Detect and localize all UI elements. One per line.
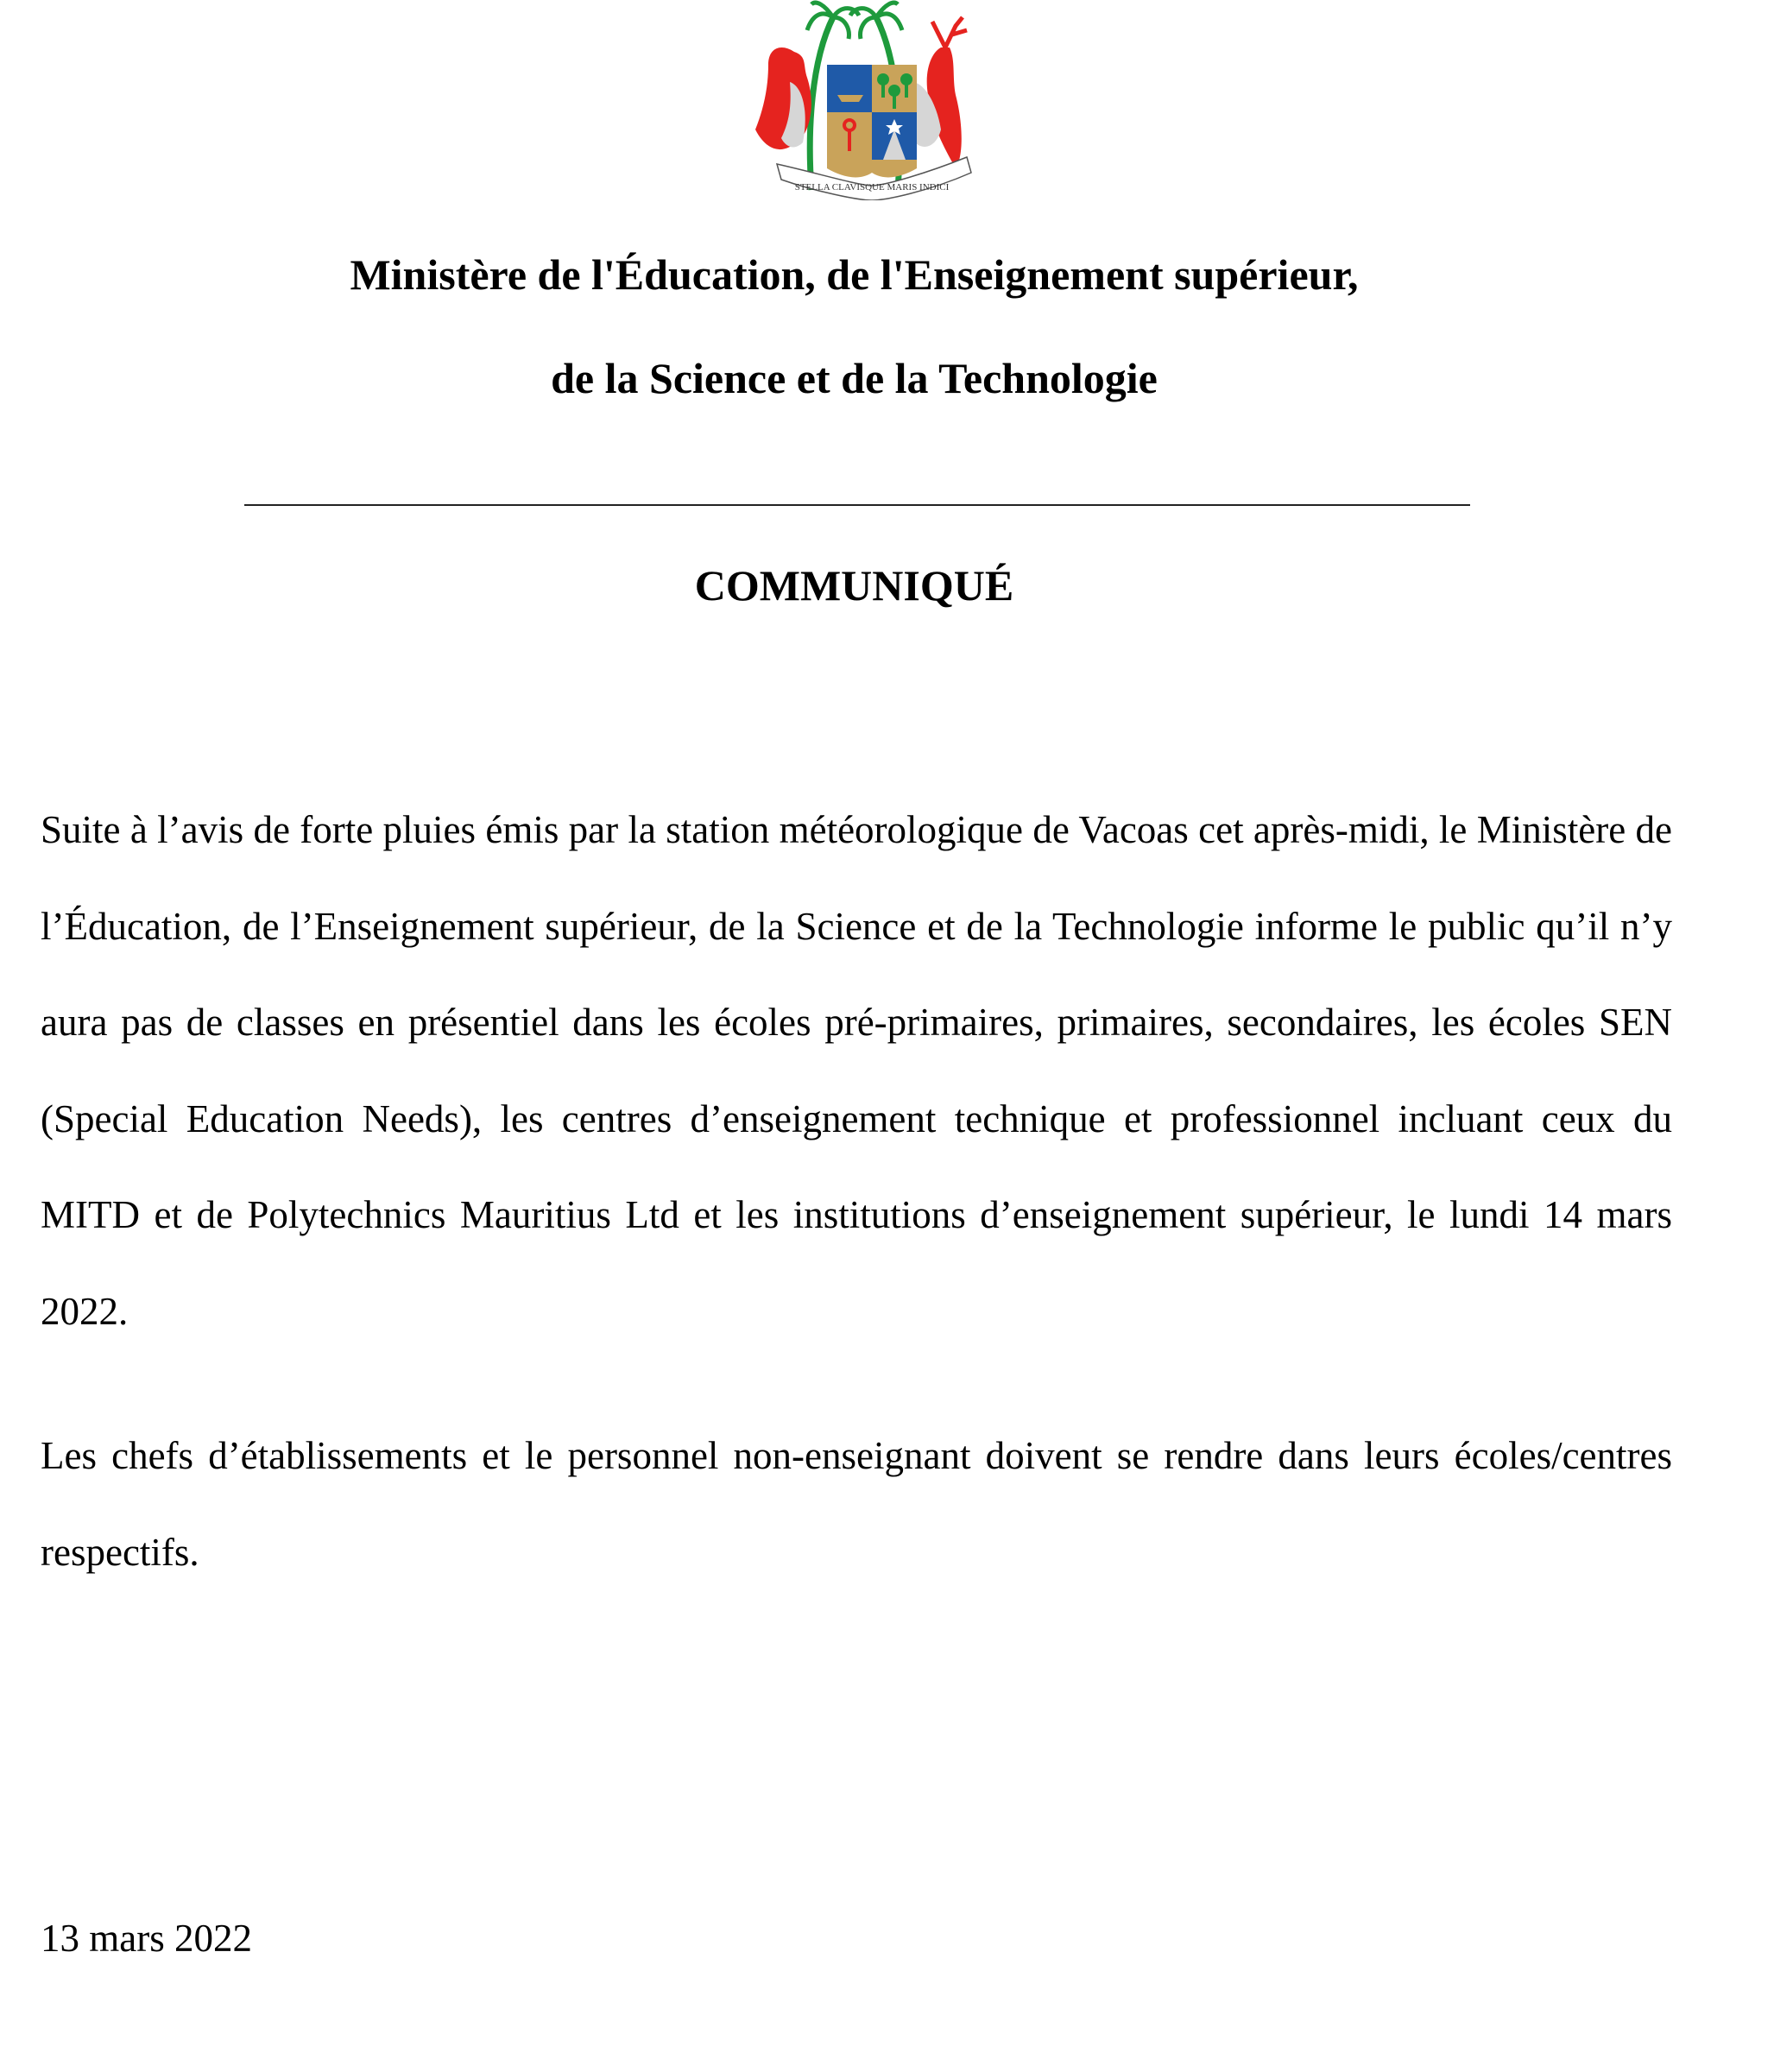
ministry-name-line-2: de la Science et de la Technologie	[551, 354, 1158, 402]
body-paragraph-2: Les chefs d’établissements et le personnel non-enseignant doivent se rendre dans leurs écoles/centres respectifs.	[41, 1434, 1672, 1574]
coat-of-arms-icon	[729, 0, 980, 200]
header-divider	[244, 504, 1470, 506]
ministry-name-line-1: Ministère de l'Éducation, de l'Enseignement supérieur,	[350, 250, 1359, 299]
body-paragraph-1: Suite à l’avis de forte pluies émis par la station météorologique de Vacoas cet après-midi, le Ministère de l’Éducation, de l’Enseignement supérieur, de la Science et de la Technologie informe le public qu’il n’y aura pas de classes en présentiel dans les écoles pré-primaires, primaires, secondaires, les écoles SEN (Special Education Needs), les centres d’enseignement technique et professionnel incluant ceux du MITD et de Polytechnics Mauritius Ltd et les institutions d’enseignement supérieur, le lundi 14 mars 2022.	[41, 808, 1672, 1333]
crest-motto: STELLA CLAVISQUE MARIS INDICI	[794, 182, 950, 193]
document-date: 13 mars 2022	[41, 1917, 252, 1960]
document-title: COMMUNIQUÉ	[694, 561, 1014, 610]
